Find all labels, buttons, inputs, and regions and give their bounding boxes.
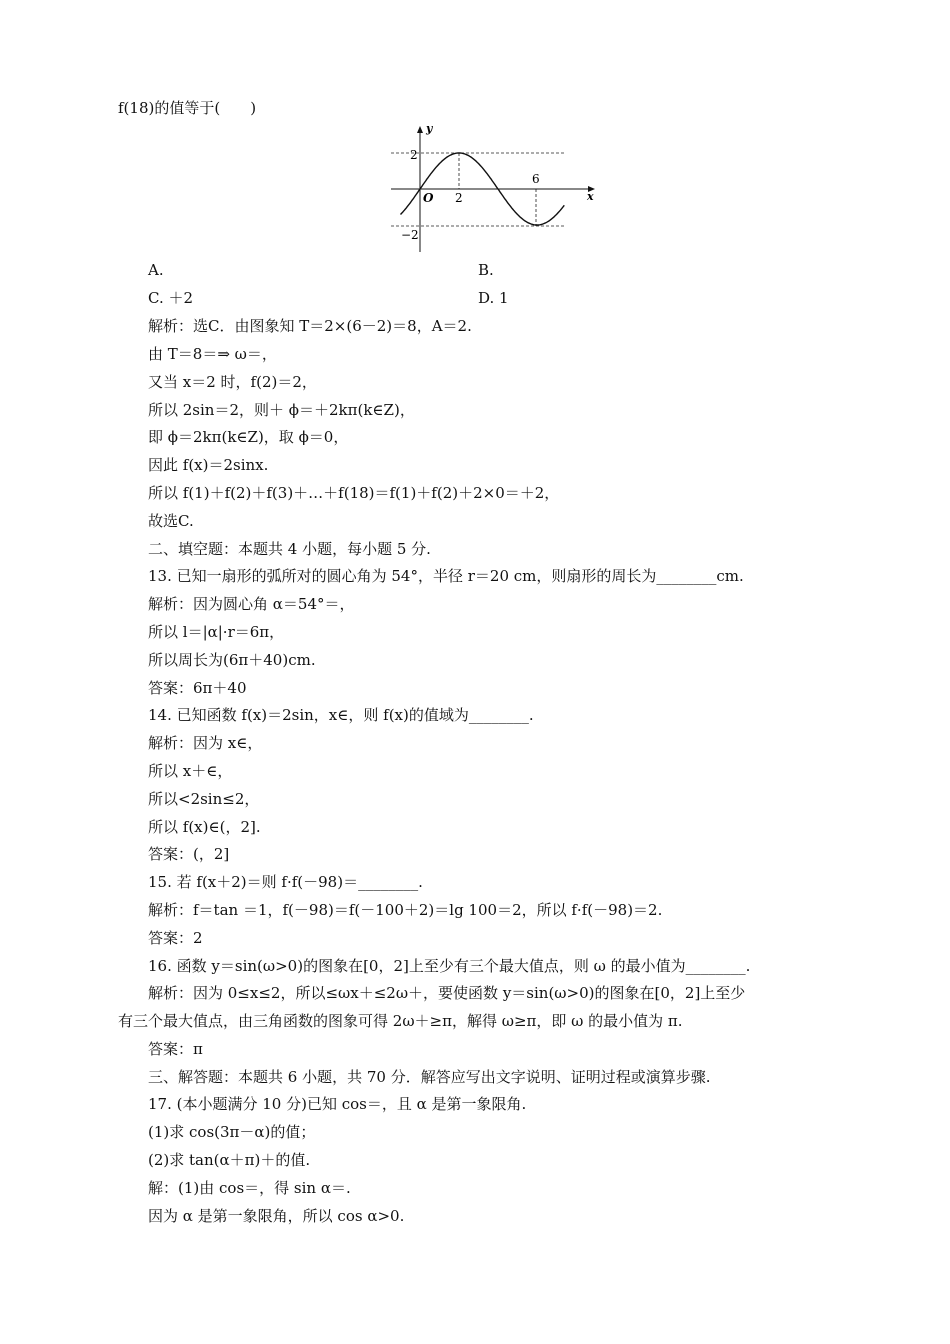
text-line: (1)求 cos(3π－α)的值； xyxy=(148,1123,316,1141)
text-line: 所以 f(x)∈(，2]. xyxy=(148,818,261,836)
section-heading: 二、填空题：本题共 4 小题，每小题 5 分. xyxy=(148,540,431,558)
question-15: 15. 若 f(x＋2)＝则 f·f(－98)＝________. xyxy=(148,873,423,891)
origin-label: O xyxy=(423,191,434,205)
x-label-6: 6 xyxy=(532,172,540,186)
answer-line: 答案：(，2] xyxy=(148,845,230,863)
text-line: 所以 2sin＝2，则＋ ϕ＝＋2kπ(k∈Z)， xyxy=(148,401,415,419)
text-line: 故选C. xyxy=(148,512,194,530)
question-14: 14. 已知函数 f(x)＝2sin，x∈，则 f(x)的值域为________. xyxy=(148,706,534,724)
text-line: 解析：因为 0≤x≤2，所以≤ωx＋≤2ω＋，要使函数 y＝sin(ω>0)的图象在[0，2]上至少 xyxy=(148,984,746,1002)
text-line: 解析：f＝tan ＝1，f(－98)＝f(－100＋2)＝lg 100＝2，所以 f·f(－98)＝2. xyxy=(148,901,663,919)
question-16: 16. 函数 y＝sin(ω>0)的图象在[0，2]上至少有三个最大值点，则 ω 的最小值为________. xyxy=(148,957,751,975)
option-b: B. xyxy=(478,261,494,279)
text-line: 有三个最大值点，由三角函数的图象可得 2ω＋≥π，解得 ω≥π，即 ω 的最小值为 π. xyxy=(118,1012,683,1030)
text-line: 因此 f(x)＝2sinx. xyxy=(148,456,269,474)
text-line: 所以 x＋∈， xyxy=(148,762,233,780)
answer-line: 答案：2 xyxy=(148,929,203,947)
answer-line: 答案：6π＋40 xyxy=(148,679,247,697)
option-c: C. ＋2 xyxy=(148,289,194,307)
text-line: (2)求 tan(α＋π)＋的值. xyxy=(148,1151,311,1169)
question-17: 17. (本小题满分 10 分)已知 cos＝，且 α 是第一象限角. xyxy=(148,1095,527,1113)
text-line: 所以<2sin≤2， xyxy=(148,790,260,808)
x-label-2: 2 xyxy=(455,191,463,205)
text-line: 所以周长为(6π＋40)cm. xyxy=(148,651,316,669)
text-line: 即 ϕ＝2kπ(k∈Z)，取 ϕ＝0， xyxy=(148,428,349,446)
option-a: A. xyxy=(148,261,164,279)
option-d: D. 1 xyxy=(478,289,509,307)
y-axis-arrow-icon xyxy=(417,126,423,133)
text-line: 所以 f(1)＋f(2)＋f(3)＋…＋f(18)＝f(1)＋f(2)＋2×0＝＋2， xyxy=(148,484,560,502)
text-line: 所以 l＝|α|·r＝6π， xyxy=(148,623,285,641)
text-line: 因为 α 是第一象限角，所以 cos α>0. xyxy=(148,1207,405,1225)
text-line: 解析：因为圆心角 α＝54°＝， xyxy=(148,595,355,613)
sine-graph xyxy=(388,120,600,256)
y-label-neg2: −2 xyxy=(401,228,419,242)
y-label-2: 2 xyxy=(410,148,418,162)
section-heading: 三、解答题：本题共 6 小题，共 70 分．解答应写出文字说明、证明过程或演算步骤. xyxy=(148,1068,711,1086)
question-13: 13. 已知一扇形的弧所对的圆心角为 54°，半径 r＝20 cm，则扇形的周长为________cm. xyxy=(148,567,744,585)
text-line: 解：(1)由 cos＝，得 sin α＝. xyxy=(148,1179,351,1197)
question-stem: f(18)的值等于( ) xyxy=(118,99,257,117)
text-line: 由 T＝8＝⇒ ω＝， xyxy=(148,345,277,363)
text-line: 又当 x＝2 时，f(2)＝2， xyxy=(148,373,317,391)
x-axis-label: x xyxy=(587,190,594,203)
y-axis-label: y xyxy=(426,122,433,135)
answer-line: 答案：π xyxy=(148,1040,203,1058)
text-line: 解析：选C．由图象知 T＝2×(6－2)＝8，A＝2. xyxy=(148,317,472,335)
text-line: 解析：因为 x∈， xyxy=(148,734,263,752)
